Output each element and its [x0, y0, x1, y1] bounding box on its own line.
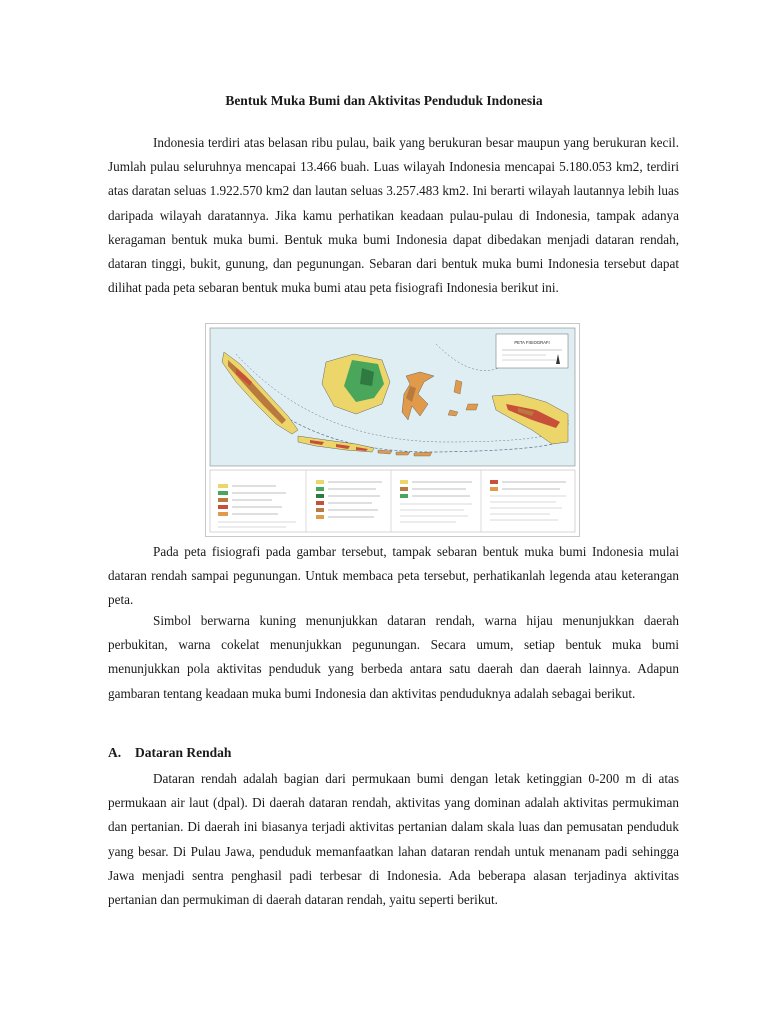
symbols-paragraph: Simbol berwarna kuning menunjukkan dataran rendah, warna hijau menunjukkan daerah perbukitan, warna cokelat menunjukkan pegunungan. Secara umum, setiap bentuk muka bumi menunjukkan pola aktivitas penduduk yang berbeda antara satu daerah dan daerah lainnya. Adapun gambaran tentang keadaan muka bumi Indonesia dan aktivitas penduduknya adalah sebagai berikut.	[108, 613, 679, 701]
map-paragraph: Pada peta fisiografi pada gambar tersebut, tampak sebaran bentuk muka bumi Indonesia mulai dataran rendah sampai pegunungan. Untuk membaca peta tersebut, perhatikanlah legenda atau keterangan peta.	[108, 544, 679, 608]
physiography-map-image	[206, 324, 579, 536]
section-a-letter: A.	[108, 745, 122, 760]
section-a-paragraph: Dataran rendah adalah bagian dari permukaan bumi dengan letak ketinggian 0-200 m di atas permukaan air laut (dpal). Di daerah dataran rendah, aktivitas yang dominan adalah aktivitas permukiman dan pertanian. Di daerah ini biasanya terjadi aktivitas pertanian dalam skala luas dan pemusatan penduduk yang besar. Di Pulau Jawa, penduduk memanfaatkan lahan dataran rendah untuk menanam padi sehingga Jawa menjadi sentra penghasil padi terbesar di Indonesia. Ada beberapa alasan terjadinya aktivitas pertanian dan permukiman di daerah dataran rendah, yaitu seperti berikut.	[108, 771, 679, 908]
intro-paragraph: Indonesia terdiri atas belasan ribu pulau, baik yang berukuran besar maupun yang berukuran kecil. Jumlah pulau seluruhnya mencapai 13.466 buah. Luas wilayah Indonesia mencapai 5.180.053 km2, terdiri atas daratan seluas 1.922.570 km2 dan lautan seluas 3.257.483 km2. Ini berarti wilayah lautannya lebih luas daripada wilayah daratannya. Jika kamu perhatikan keadaan pulau-pulau di Indonesia, tampak adanya keragaman bentuk muka bumi. Bentuk muka bumi Indonesia dapat dibedakan menjadi dataran rendah, dataran tinggi, bukit, gunung, dan pegunungan. Sebaran dari bentuk muka bumi Indonesia tersebut dapat dilihat pada peta sebaran bentuk muka bumi atau peta fisiografi Indonesia berikut ini.	[108, 135, 679, 296]
section-a-heading	[108, 745, 231, 761]
physiography-map-figure	[205, 323, 580, 537]
map-legend-area	[210, 470, 575, 532]
document-title: Bentuk Muka Bumi dan Aktivitas Penduduk Indonesia	[225, 93, 543, 108]
map-title: PETA FISIOGRAFI	[514, 340, 550, 345]
section-a-title: Dataran Rendah	[135, 745, 232, 760]
